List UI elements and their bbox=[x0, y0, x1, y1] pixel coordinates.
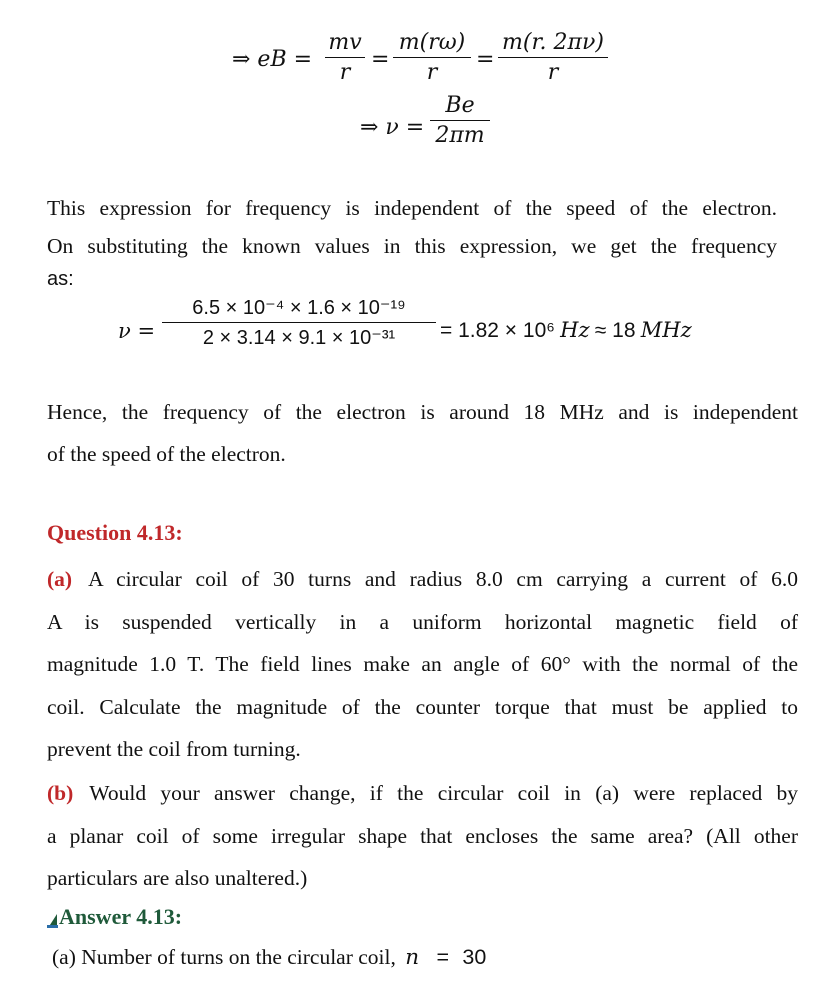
eq1-lhs: ⇒ eB = bbox=[232, 47, 313, 72]
eq1-fraction-1 bbox=[325, 30, 365, 85]
eq3-numerator: 6.5 × 10⁻⁴ × 1.6 × 10⁻¹⁹ bbox=[192, 297, 406, 319]
eq1-frac1-numerator: mv bbox=[328, 30, 362, 55]
eq1-frac3-numerator: m(r. 2πν) bbox=[502, 30, 604, 55]
paragraph-conclusion bbox=[47, 393, 798, 473]
answer-badge-icon-svg bbox=[47, 913, 58, 929]
answer-line-1-prefix: (a) Number of turns on the circular coil, bbox=[52, 945, 396, 969]
answer-heading bbox=[47, 904, 182, 930]
eq3-unit-mhz: MHz bbox=[640, 318, 692, 342]
fraction-bar bbox=[162, 322, 436, 323]
eq1-fraction-2 bbox=[393, 30, 471, 85]
fraction-bar bbox=[498, 57, 608, 58]
part-a-text: A circular coil of 30 turns and radius 8.0 cm carrying a current of 6.0 bbox=[88, 567, 798, 591]
answer-line-1 bbox=[52, 945, 486, 970]
eq3-denominator: 2 × 3.14 × 9.1 × 10⁻³¹ bbox=[202, 327, 396, 349]
part-a-line: coil. Calculate the magnitude of the counter torque that must be applied to bbox=[47, 694, 798, 719]
part-a-line: magnitude 1.0 T. The field lines make an angle of 60° with the normal of the bbox=[47, 652, 798, 676]
answer-title: Answer 4.13: bbox=[59, 904, 183, 929]
eq2-denominator: 2πm bbox=[435, 123, 485, 148]
fraction-bar bbox=[430, 120, 490, 121]
paragraph-frequency-independent bbox=[47, 189, 777, 265]
eq1-equals-b: = bbox=[476, 47, 495, 72]
question-title: Question 4.13: bbox=[47, 520, 183, 545]
eq3-fraction bbox=[162, 295, 436, 350]
eq3-rhs-prefix: = 1.82 × 10⁶ bbox=[440, 319, 555, 342]
paragraph-line-as: as: bbox=[47, 268, 74, 290]
part-b-line-1 bbox=[47, 772, 798, 815]
fraction-bar bbox=[325, 57, 365, 58]
eq2-lhs: ⇒ ν = bbox=[360, 115, 425, 140]
part-b-label: (b) bbox=[47, 781, 74, 805]
paragraph-line: Hence, the frequency of the electron is around 18 MHz and is independent bbox=[47, 400, 798, 424]
eq1-fraction-3 bbox=[498, 30, 608, 85]
part-b-line: a planar coil of some irregular shape that encloses the same area? (All other bbox=[47, 823, 798, 848]
part-b-line: particulars are also unaltered.) bbox=[47, 866, 308, 890]
answer-equals: = bbox=[436, 945, 450, 969]
part-a-line-1 bbox=[47, 558, 798, 601]
part-a-line: prevent the coil from turning. bbox=[47, 737, 301, 761]
part-a-line: A is suspended vertically in a uniform horizontal magnetic field of bbox=[47, 609, 798, 634]
fraction-bar bbox=[393, 57, 471, 58]
part-b-text: Would your answer change, if the circular coil in (a) were replaced by bbox=[89, 781, 798, 805]
paragraph-line: of the speed of the electron. bbox=[47, 442, 286, 466]
answer-var-n: n bbox=[405, 945, 420, 970]
question-part-a bbox=[47, 558, 798, 771]
eq3-unit-hz: Hz bbox=[560, 318, 590, 342]
eq1-frac1-denominator: r bbox=[339, 60, 351, 85]
answer-value: 30 bbox=[462, 945, 487, 969]
eq2-numerator: Be bbox=[445, 93, 475, 118]
eq2-fraction bbox=[430, 93, 490, 148]
paragraph-line: On substituting the known values in this expression, we get the frequency bbox=[47, 234, 777, 258]
eq1-frac2-denominator: r bbox=[426, 60, 438, 85]
eq1-frac3-denominator: r bbox=[547, 60, 559, 85]
question-part-b bbox=[47, 772, 798, 900]
part-a-label: (a) bbox=[47, 567, 73, 591]
eq1-equals-a: = bbox=[371, 47, 390, 72]
eq3-lhs: ν = bbox=[118, 319, 156, 343]
eq3-result bbox=[440, 318, 692, 343]
answer-badge-icon bbox=[47, 909, 58, 925]
eq3-approx: ≈ 18 bbox=[594, 319, 636, 342]
paragraph-line: This expression for frequency is independent of the speed of the electron. bbox=[47, 196, 777, 220]
eq1-frac2-numerator: m(rω) bbox=[398, 30, 466, 55]
